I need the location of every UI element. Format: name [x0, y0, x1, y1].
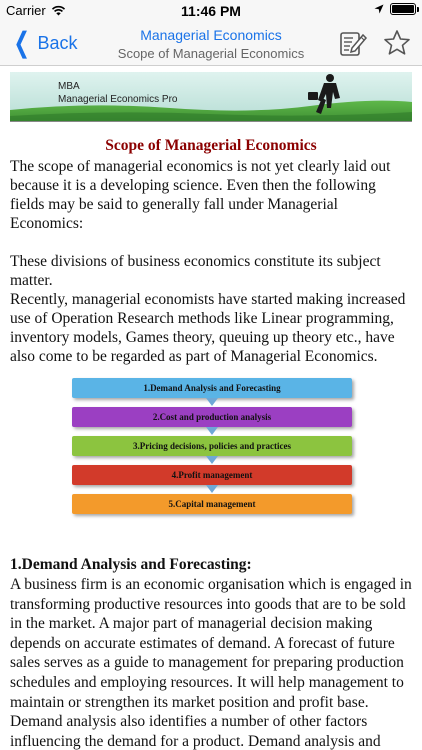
location-arrow-icon	[374, 4, 384, 14]
flowchart-step-label: 3.Pricing decisions, policies and practices	[133, 441, 291, 451]
banner-line-1: MBA	[58, 81, 80, 92]
flowchart-arrow	[206, 427, 218, 435]
carrier-label: Carrier	[6, 3, 46, 18]
section-heading: 1.Demand Analysis and Forecasting:	[10, 556, 252, 573]
star-icon[interactable]	[382, 28, 412, 58]
flowchart-step-label: 1.Demand Analysis and Forecasting	[143, 383, 281, 393]
flowchart-step-4	[72, 465, 352, 485]
flowchart-arrow	[206, 485, 218, 493]
back-label: Back	[37, 32, 78, 53]
flowchart-arrow	[206, 398, 218, 406]
flowchart-step-label: 4.Profit management	[171, 470, 253, 480]
content-area[interactable]	[0, 66, 422, 750]
status-right	[374, 3, 416, 15]
navigation-bar	[0, 22, 422, 66]
notes-icon[interactable]	[338, 28, 368, 58]
flowchart-step-3	[72, 436, 352, 456]
nav-subtitle: Scope of Managerial Economics	[117, 46, 305, 61]
scope-flowchart	[72, 378, 352, 528]
article-paragraph-2: These divisions of business economics constitute its subject matter.	[10, 253, 381, 289]
banner-line-2: Managerial Economics Pro	[58, 94, 178, 105]
flowchart-step-label: 5.Capital management	[168, 499, 256, 509]
chevron-left-icon: ❮	[13, 26, 30, 59]
flowchart-step-5	[72, 494, 352, 514]
banner-image	[10, 72, 412, 122]
status-bar	[0, 0, 422, 22]
article	[10, 136, 412, 366]
battery-icon	[390, 3, 416, 15]
back-button[interactable]	[10, 26, 78, 59]
nav-title: Managerial Economics	[140, 27, 282, 43]
flowchart-step-2	[72, 407, 352, 427]
flowchart-step-label: 2.Cost and production analysis	[152, 412, 272, 422]
section-body: A business firm is an economic organisation which is engaged in transforming productive resources into goods that are to be sold in the market. A major part of managerial decision making depends on accurate estimates of demand. A forecast of future sales serves as a guide to management for preparing production schedules and employing resources. It will help management to maintain or strengthen its market position and profit base. Demand analysis also identifies a number of other factors influencing the demand for a product. Demand analysis and	[10, 576, 412, 750]
battery-level	[392, 5, 414, 13]
nav-actions	[338, 28, 412, 58]
flowchart-arrow	[206, 456, 218, 464]
banner-text	[58, 80, 178, 106]
article-paragraph-1: The scope of managerial economics is not yet clearly laid out because it is a developing science. Even then the following fields may be said to generally fall under Managerial Economics:	[10, 158, 391, 232]
article-heading: Scope of Managerial Economics	[105, 137, 317, 154]
article-paragraph-3: Recently, managerial economists have started making increased use of Operation Research methods like Linear programming, inventory models, Games theory, queuing up theory etc., have also come to be regarded as part of Managerial Economics.	[10, 291, 406, 365]
status-time: 11:46 PM	[181, 3, 241, 19]
flowchart-step-1	[72, 378, 352, 398]
